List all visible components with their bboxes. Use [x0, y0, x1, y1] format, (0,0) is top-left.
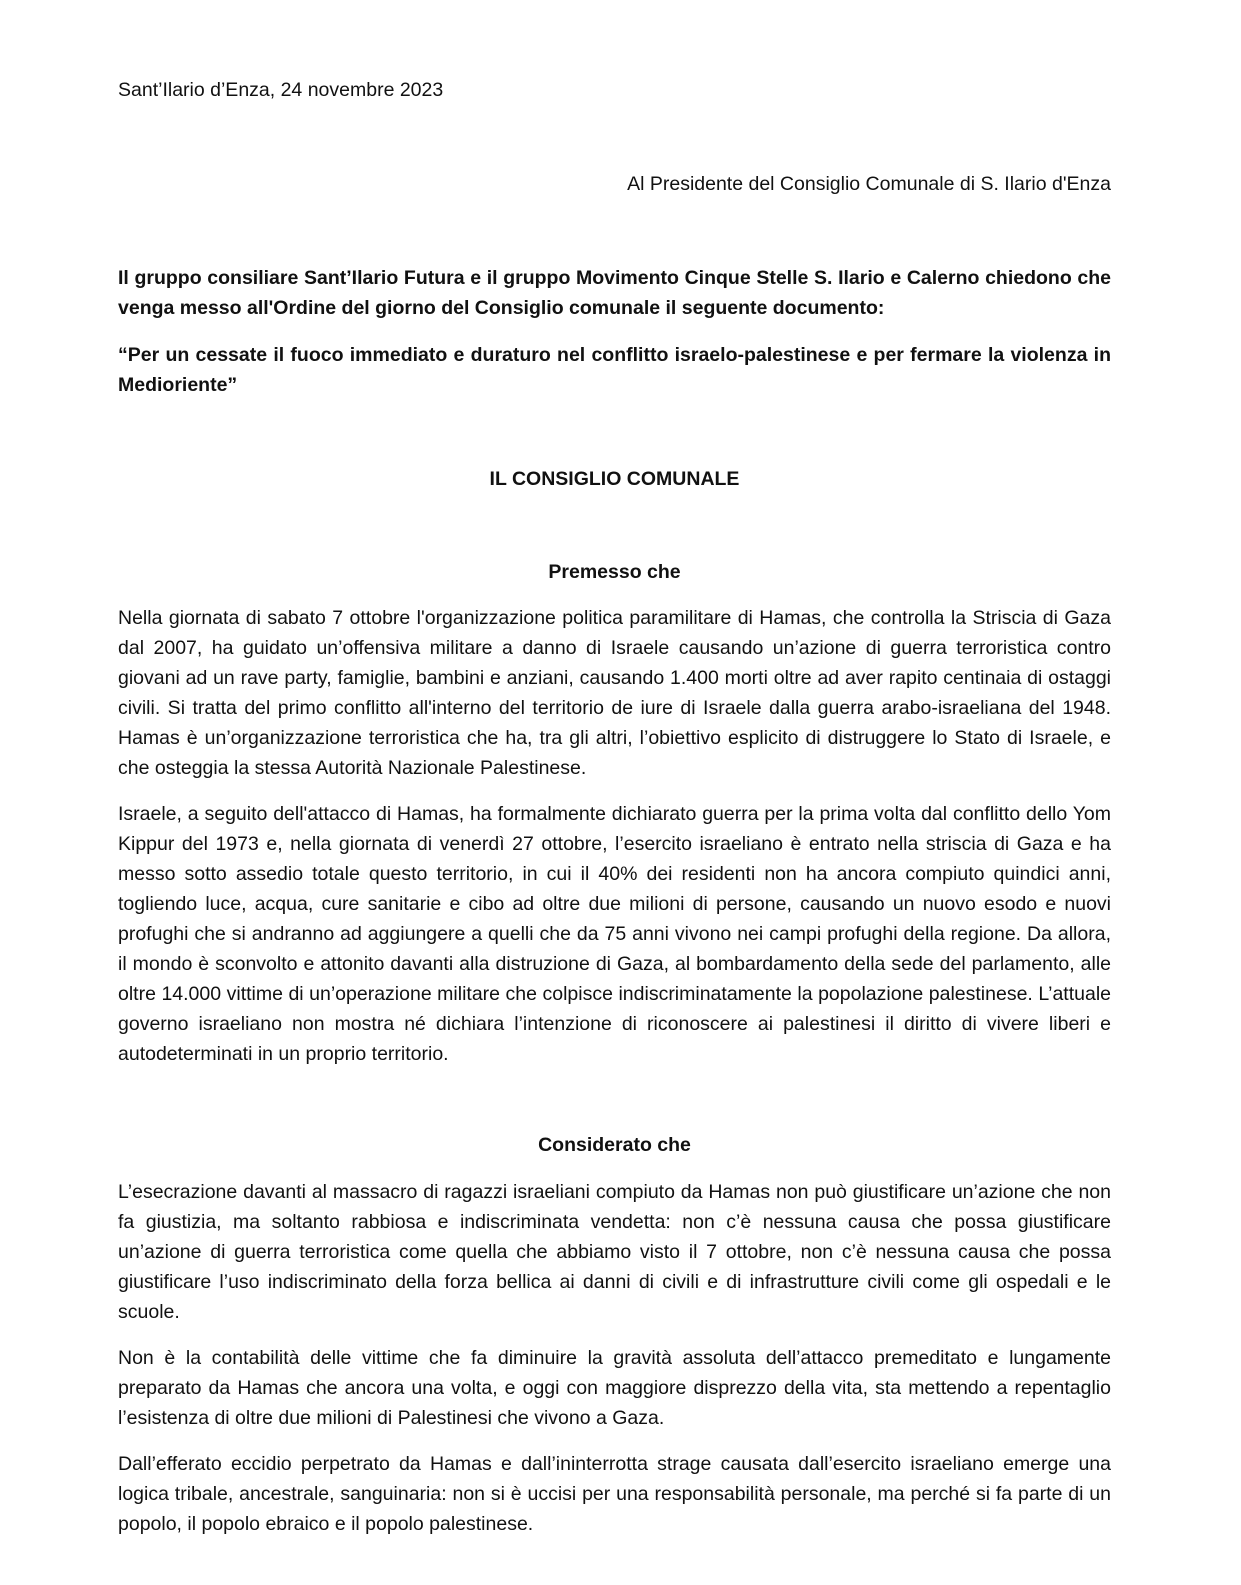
considerato-paragraph: Dall’efferato eccidio perpetrato da Hamas e dall’ininterrotta strage causata dall’esercito israeliano emerge una logica tribale, ancestrale, sanguinaria: non si è uccisi per una responsabilità personale, ma perché si fa parte di un popolo, il popolo ebraico e il popolo palestinese.: [118, 1453, 1111, 1535]
considerato-paragraph: L’esecrazione davanti al massacro di ragazzi israeliani compiuto da Hamas non può giustificare un’azione che non fa giustizia, ma soltanto rabbiosa e indiscriminata vendetta: non c’è nessuna causa che possa giustificare un’azione di guerra terroristica come quella che abbiamo visto il 7 ottobre, non c’è nessuna causa che possa giustificare l’uso indiscriminato della forza bellica ai danni di civili e di infrastrutture civili come gli ospedali e le scuole.: [118, 1181, 1111, 1323]
date-line: Sant’Ilario d’Enza, 24 novembre 2023: [118, 79, 444, 101]
section-heading-considerato: Considerato che: [538, 1134, 691, 1156]
intro-request: Il gruppo consiliare Sant’Ilario Futura e il gruppo Movimento Cinque Stelle S. Ilario e Calerno chiedono che venga messo all'Ordine del giorno del Consiglio comunale il seguente documento:: [118, 267, 1111, 319]
considerato-paragraph: Non è la contabilità delle vittime che fa diminuire la gravità assoluta dell’attacco premeditato e lungamente preparato da Hamas che ancora una volta, e oggi con maggiore disprezzo della vita, sta mettendo a repentaglio l’esistenza di oltre due milioni di Palestinesi che vivono a Gaza.: [118, 1347, 1111, 1429]
premesso-paragraph: Israele, a seguito dell'attacco di Hamas, ha formalmente dichiarato guerra per la prima volta dal conflitto dello Yom Kippur del 1973 e, nella giornata di venerdì 27 ottobre, l’esercito israeliano è entrato nella striscia di Gaza e ha messo sotto assedio totale questo territorio, in cui il 40% dei residenti non ha ancora compiuto quindici anni, togliendo luce, acqua, cure sanitarie e cibo ad oltre due milioni di persone, causando un nuovo esodo e nuovi profughi che si andranno ad aggiungere a quelli che da 75 anni vivono nei campi profughi della regione. Da allora, il mondo è sconvolto e attonito davanti alla distruzione di Gaza, al bombardamento della sede del parlamento, alle oltre 14.000 vittime di un’operazione militare che colpisce indiscriminatamente la popolazione palestinese. L’attuale governo israeliano non mostra né dichiara l’intenzione di riconoscere ai palestinesi il diritto di vivere liberi e autodeterminati in un proprio territorio.: [118, 803, 1111, 1065]
recipient-line: Al Presidente del Consiglio Comunale di S. Ilario d'Enza: [627, 173, 1111, 195]
council-heading: IL CONSIGLIO COMUNALE: [489, 468, 740, 490]
document-page: [118, 0, 1111, 1585]
section-heading-premesso: Premesso che: [548, 561, 681, 583]
document-title: “Per un cessate il fuoco immediato e duraturo nel conflitto israelo-palestinese e per fermare la violenza in Medioriente”: [118, 344, 1111, 396]
premesso-paragraph: Nella giornata di sabato 7 ottobre l'organizzazione politica paramilitare di Hamas, che controlla la Striscia di Gaza dal 2007, ha guidato un’offensiva militare a danno di Israele causando un’azione di guerra terroristica contro giovani ad un rave party, famiglie, bambini e anziani, causando 1.400 morti oltre ad aver rapito centinaia di ostaggi civili. Si tratta del primo conflitto all'interno del territorio de iure di Israele dalla guerra arabo-israeliana del 1948. Hamas è un’organizzazione terroristica che ha, tra gli altri, l’obiettivo esplicito di distruggere lo Stato di Israele, e che osteggia la stessa Autorità Nazionale Palestinese.: [118, 607, 1111, 779]
